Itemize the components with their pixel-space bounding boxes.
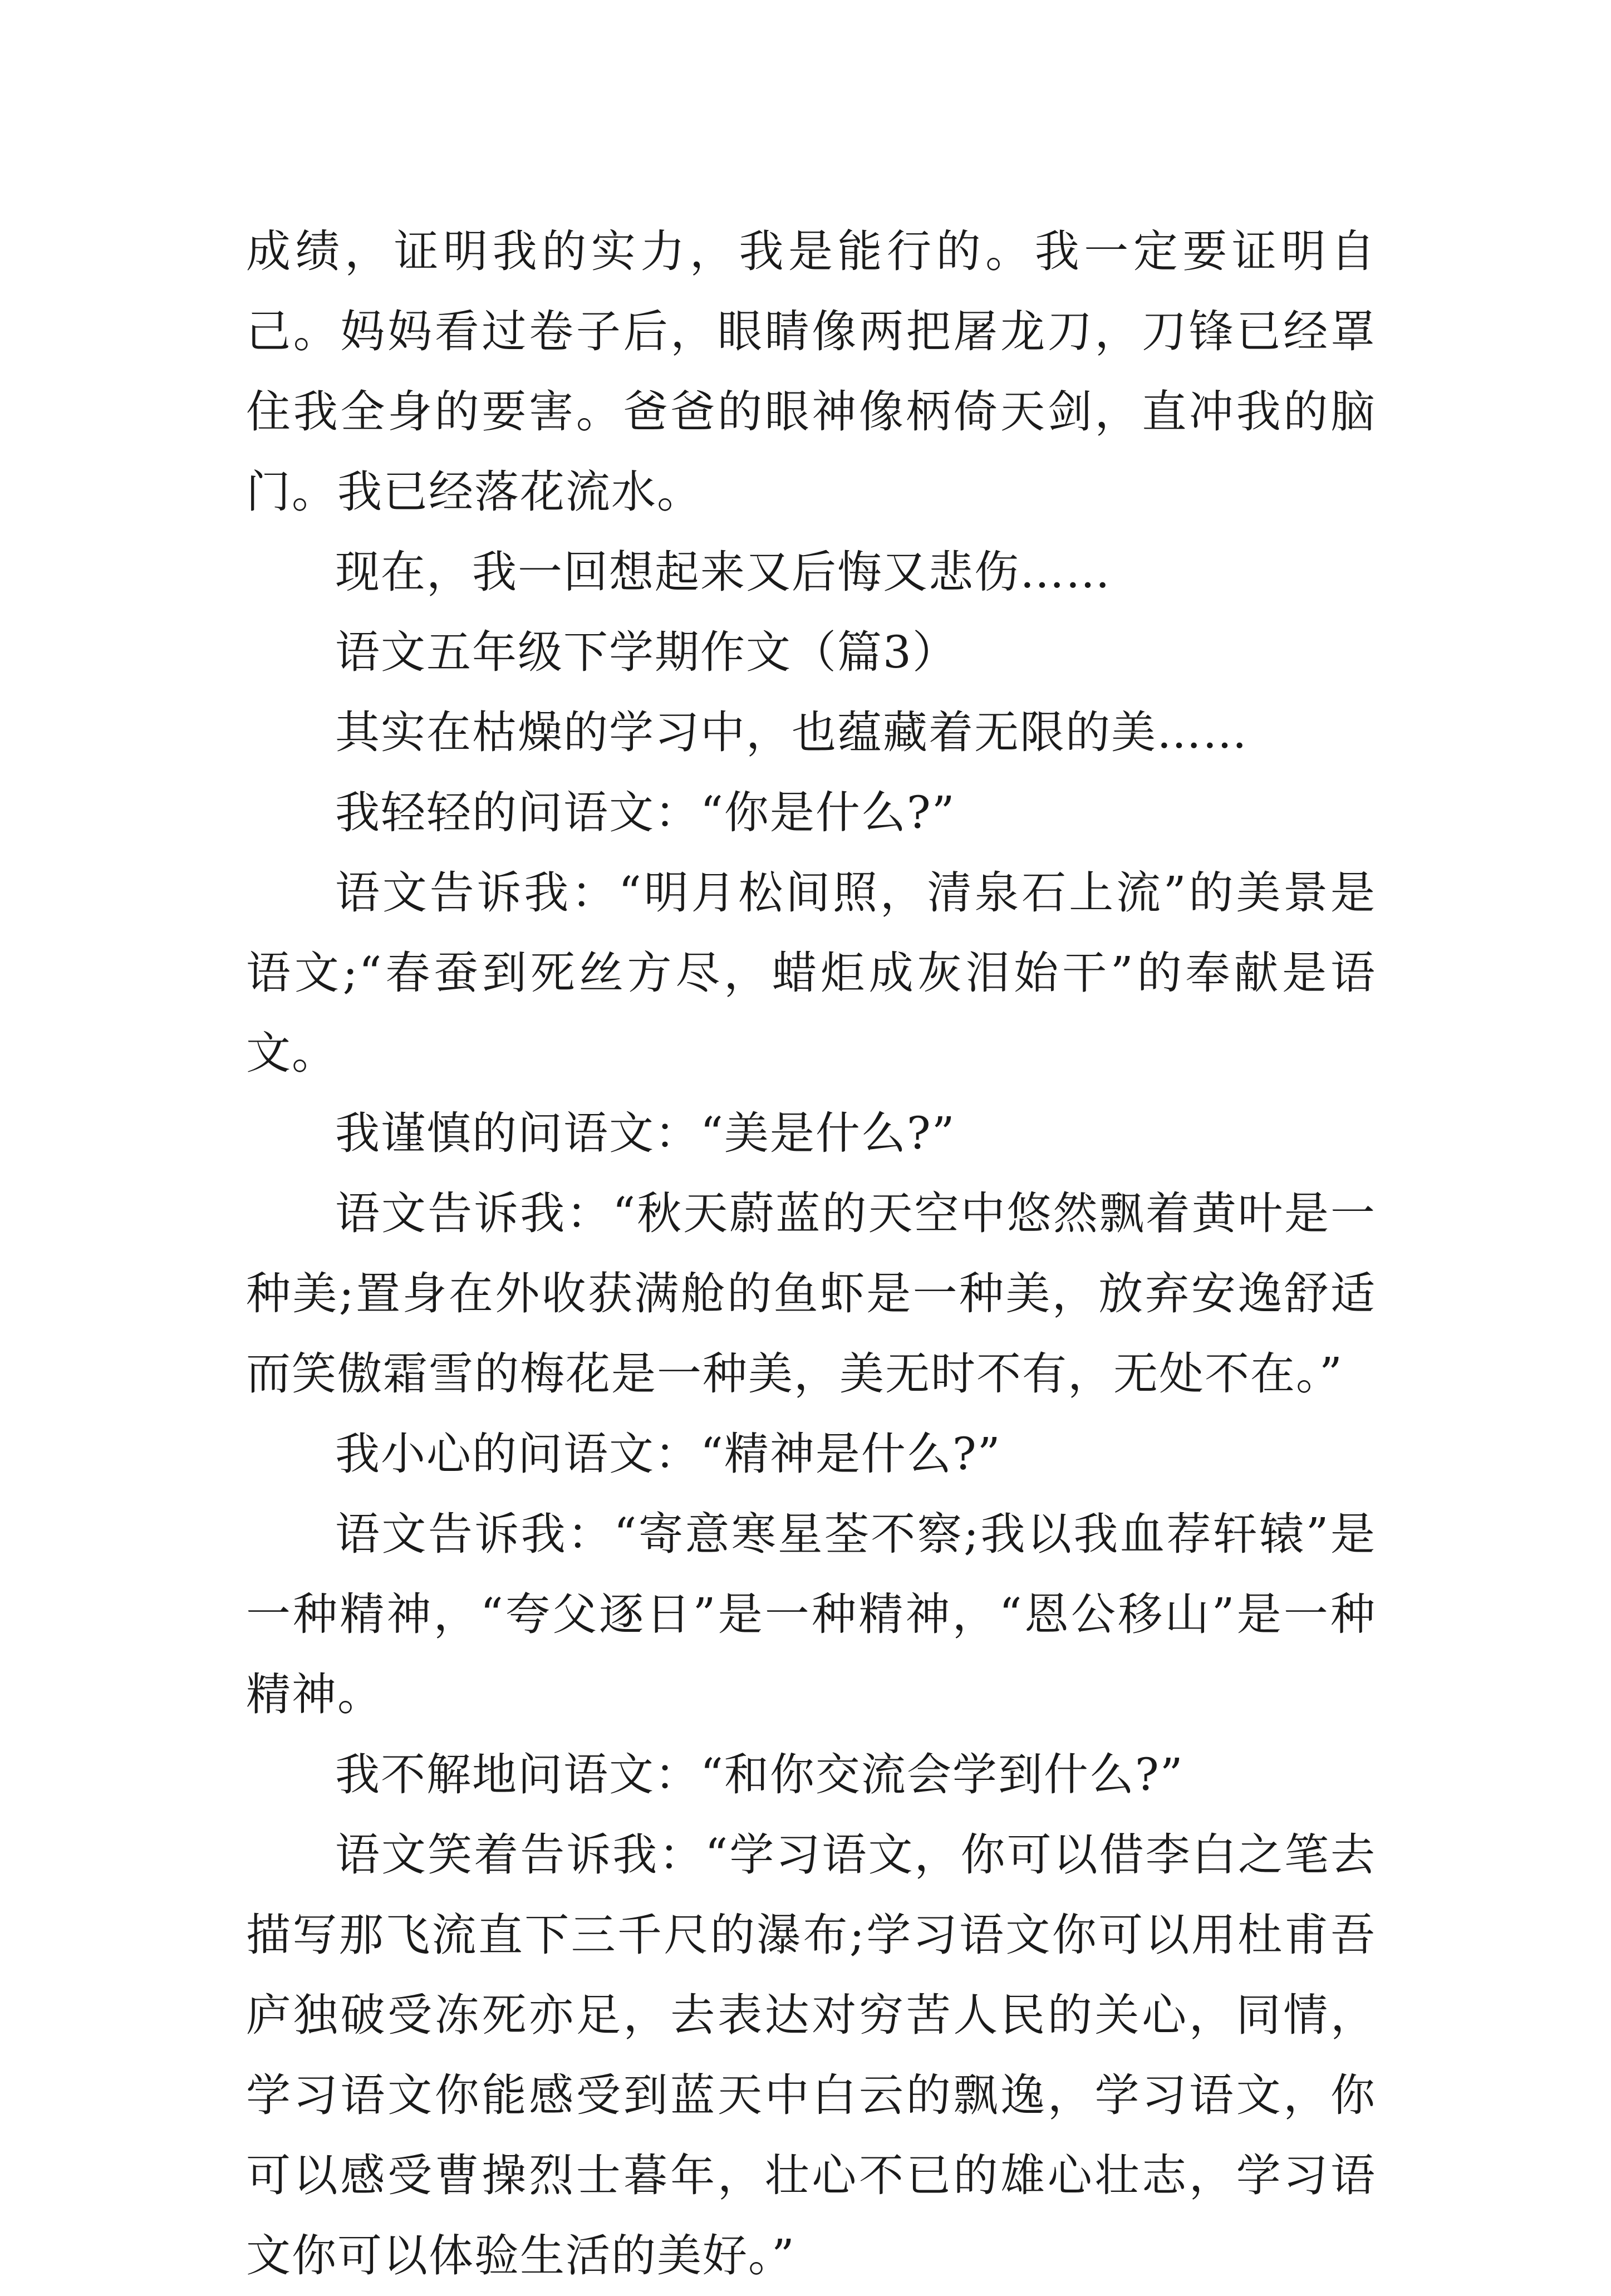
paragraph-4: 其实在枯燥的学习中，也蕴藏着无限的美……: [335, 707, 1248, 758]
paragraph-10: 语文告诉我：“寄意寒星荃不察;我以我血荐轩辕”是一种精神，“夸父逐日”是一种精神，“恩公移山”是一种精神。: [246, 1508, 1376, 1720]
paragraph-2: 现在，我一回想起来又后悔又悲伤……: [335, 546, 1111, 598]
paragraph-11: 我不解地问语文：“和你交流会学到什么?”: [335, 1749, 1184, 1801]
paragraph-1: 成绩，证明我的实力，我是能行的。我一定要证明自己。妈妈看过卷子后，眼睛像两把屠龙刀，刀锋已经罩住我全身的要害。爸爸的眼神像柄倚天剑，直冲我的脑门。我已经落花流水。: [246, 225, 1376, 518]
document-body: [246, 212, 1376, 2296]
paragraph-12: 语文笑着告诉我：“学习语文，你可以借李白之笔去描写那飞流直下三千尺的瀑布;学习语文你可以用杜甫吾庐独破受冻死亦足，去表达对穷苦人民的关心，同情，学习语文你能感受到蓝天中白云的飘逸，学习语文，你可以感受曹操烈士暮年，壮心不已的雄心壮志，学习语文你可以体验生活的美好。”: [246, 1829, 1376, 2282]
paragraph-8: 语文告诉我：“秋天蔚蓝的天空中悠然飘着黄叶是一种美;置身在外收获满舱的鱼虾是一种美，放弃安逸舒适而笑傲霜雪的梅花是一种美，美无时不有，无处不在。”: [246, 1188, 1376, 1400]
paragraph-6: 语文告诉我：“明月松间照，清泉石上流”的美景是语文;“春蚕到死丝方尽，蜡炬成灰泪始干”的奉献是语文。: [246, 867, 1376, 1079]
section-heading: 语文五年级下学期作文（篇3）: [335, 626, 958, 678]
paragraph-5: 我轻轻的问语文：“你是什么?”: [335, 787, 956, 838]
paragraph-7: 我谨慎的问语文：“美是什么?”: [335, 1107, 956, 1159]
paragraph-9: 我小心的问语文：“精神是什么?”: [335, 1428, 1001, 1480]
